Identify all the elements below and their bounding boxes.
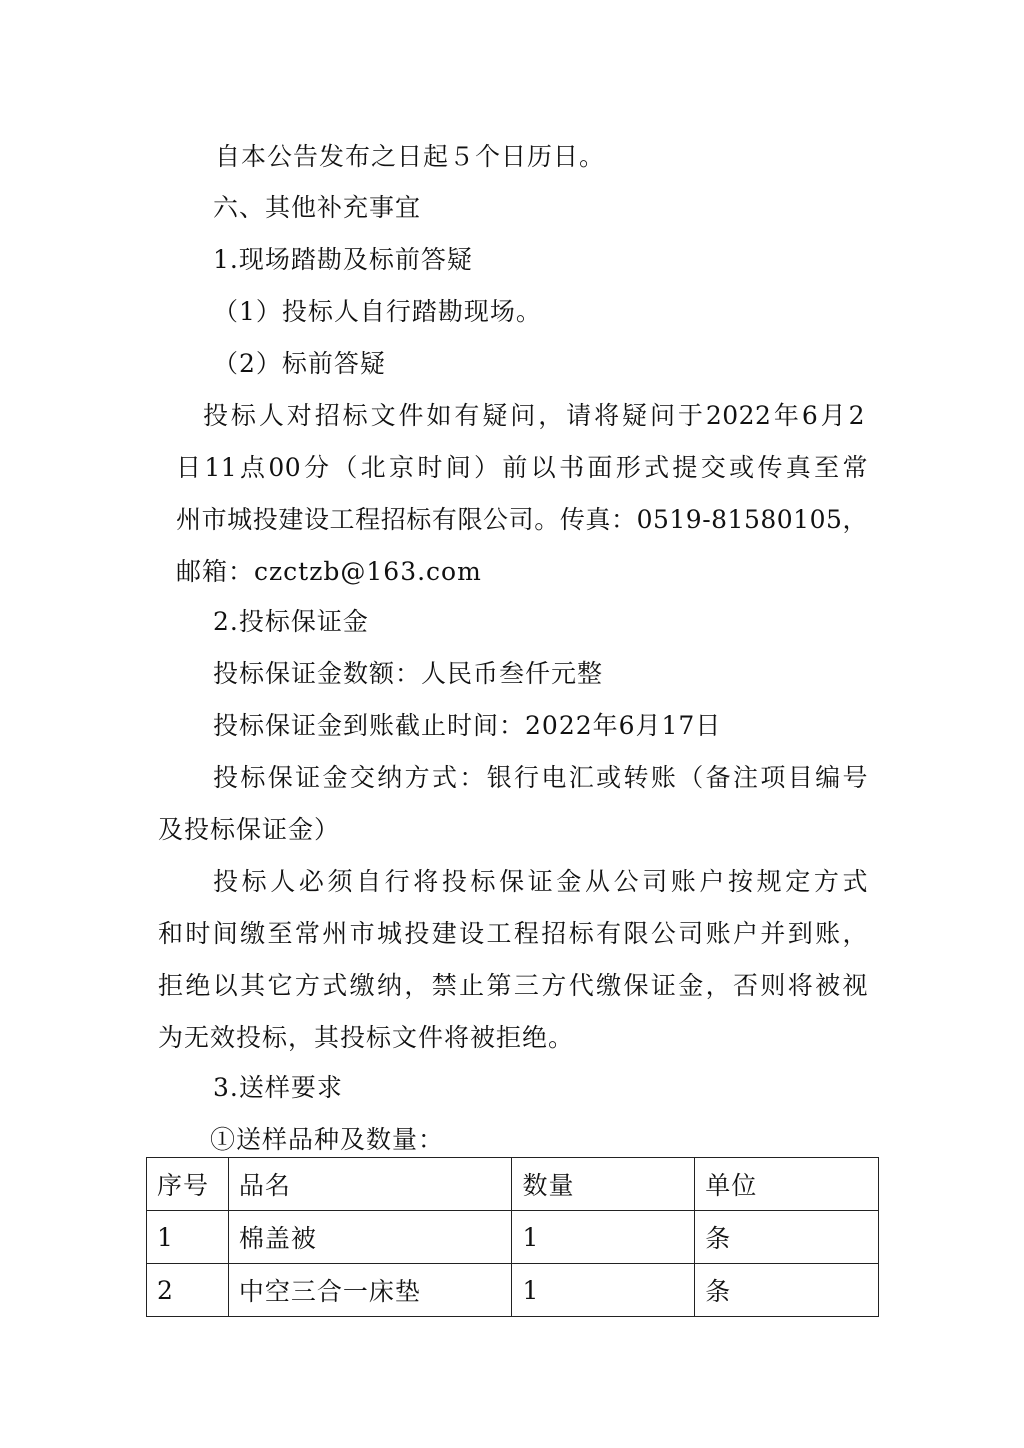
bid-bond-deadline: 投标保证金到账截止时间：2022年6月17日 — [213, 711, 722, 740]
site-visit-heading: 1.现场踏勘及标前答疑 — [213, 245, 473, 274]
table-cell-number: 1 — [147, 1211, 229, 1264]
column-header-product-name: 品名 — [228, 1158, 512, 1211]
sample-table-header-row — [147, 1158, 879, 1211]
table-cell-product-name: 棉盖被 — [228, 1211, 512, 1264]
bid-bond-payment-method-line-1: 投标保证金交纳方式：银行电汇或转账（备注项目编号 — [213, 763, 868, 792]
bid-bond-rule-line-3: 拒绝以其它方式缴纳，禁止第三方代缴保证金，否则将被视 — [158, 971, 868, 1000]
table-cell-quantity: 1 — [512, 1211, 695, 1264]
table-cell-product-name: 中空三合一床垫 — [228, 1264, 512, 1317]
section-six-heading: 六、其他补充事宜 — [213, 193, 422, 222]
table-row — [147, 1264, 879, 1317]
announcement-period-text: 自本公告发布之日起５个日历日。 — [215, 142, 606, 171]
bid-bond-rule-line-4: 为无效投标，其投标文件将被拒绝。 — [158, 1023, 575, 1052]
sample-table — [146, 1157, 879, 1317]
sample-requirement-heading: 3.送样要求 — [213, 1073, 343, 1102]
site-visit-item-2: （2）标前答疑 — [213, 349, 386, 378]
bid-bond-rule-line-1: 投标人必须自行将投标保证金从公司账户按规定方式 — [213, 867, 868, 896]
table-row — [147, 1211, 879, 1264]
bid-bond-heading: 2.投标保证金 — [213, 607, 369, 636]
table-cell-unit: 条 — [695, 1264, 879, 1317]
inquiry-paragraph-line-1: 投标人对招标文件如有疑问，请将疑问于2022年6月2 — [203, 401, 865, 430]
column-header-quantity: 数量 — [512, 1158, 695, 1211]
table-cell-number: 2 — [147, 1264, 229, 1317]
sample-variety-label: ①送样品种及数量： — [210, 1125, 445, 1154]
table-cell-quantity: 1 — [512, 1264, 695, 1317]
column-header-unit: 单位 — [695, 1158, 879, 1211]
bid-bond-rule-line-2: 和时间缴至常州市城投建设工程招标有限公司账户并到账， — [158, 919, 868, 948]
bid-bond-amount: 投标保证金数额：人民币叁仟元整 — [213, 659, 604, 688]
site-visit-item-1: （1）投标人自行踏勘现场。 — [213, 297, 542, 326]
table-cell-unit: 条 — [695, 1211, 879, 1264]
inquiry-paragraph-line-3: 州市城投建设工程招标有限公司。传真：0519-81580105， — [176, 505, 868, 534]
inquiry-email-line: 邮箱：czctzb@163.com — [176, 557, 482, 586]
bid-bond-payment-method-line-2: 及投标保证金） — [158, 815, 341, 844]
inquiry-paragraph-line-2: 日11点00分（北京时间）前以书面形式提交或传真至常 — [176, 453, 868, 482]
column-header-number: 序号 — [147, 1158, 229, 1211]
